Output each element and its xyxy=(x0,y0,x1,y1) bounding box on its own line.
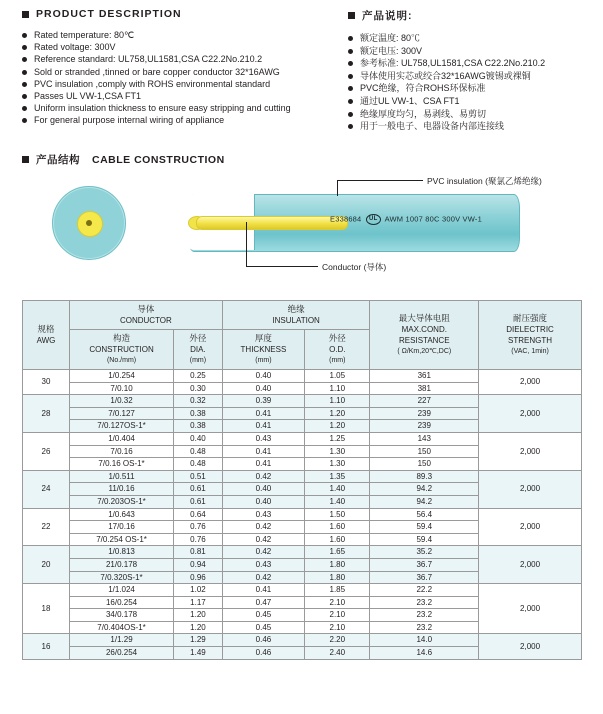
header-awg: 规格 AWG xyxy=(23,301,70,370)
cell-construction: 7/0.254 OS-1* xyxy=(70,533,174,546)
cell-insulation-od: 1.60 xyxy=(305,521,370,534)
cell-insulation-thickness: 0.45 xyxy=(222,621,304,634)
cell-construction: 7/0.127OS-1* xyxy=(70,420,174,433)
cell-insulation-od: 2.10 xyxy=(305,596,370,609)
cell-conductor-dia: 1.20 xyxy=(174,621,223,634)
cell-resistance: 89.3 xyxy=(370,470,479,483)
cell-awg: 30 xyxy=(23,370,70,395)
specification-table xyxy=(22,300,582,660)
cell-construction: 7/0.127 xyxy=(70,407,174,420)
header-construction: 构造 CONSTRUCTION (No./mm) xyxy=(70,330,174,370)
cell-insulation-thickness: 0.46 xyxy=(222,647,304,660)
cell-insulation-thickness: 0.43 xyxy=(222,508,304,521)
cell-conductor-dia: 0.76 xyxy=(174,533,223,546)
cell-insulation-thickness: 0.42 xyxy=(222,521,304,534)
cell-resistance: 150 xyxy=(370,458,479,471)
cell-construction: 1/0.511 xyxy=(70,470,174,483)
cell-construction: 26/0.254 xyxy=(70,647,174,660)
cell-construction: 16/0.254 xyxy=(70,596,174,609)
cell-conductor-dia: 1.29 xyxy=(174,634,223,647)
description-item: PVC绝缘，符合ROHS环保标准 xyxy=(348,82,598,95)
cell-dielectric: 2,000 xyxy=(479,584,582,634)
cell-conductor-dia: 0.48 xyxy=(174,458,223,471)
cell-insulation-thickness: 0.40 xyxy=(222,370,304,383)
cell-insulation-thickness: 0.41 xyxy=(222,420,304,433)
description-item: PVC insulation ,comply with ROHS environmental standard xyxy=(22,78,322,90)
conductor-leader-vertical xyxy=(246,222,247,266)
cell-dielectric: 2,000 xyxy=(479,395,582,433)
description-item: Rated temperature: 80℃ xyxy=(22,29,322,41)
table-row xyxy=(23,508,582,521)
cell-conductor-dia: 0.51 xyxy=(174,470,223,483)
description-item: Uniform insulation thickness to ensure easy stripping and cutting xyxy=(22,102,322,114)
cell-insulation-thickness: 0.41 xyxy=(222,445,304,458)
cell-resistance: 150 xyxy=(370,445,479,458)
cell-insulation-thickness: 0.42 xyxy=(222,546,304,559)
cell-insulation-od: 2.10 xyxy=(305,621,370,634)
header-resistance: 最大导体电阻 MAX.COND. RESISTANCE ( Ω/Km,20℃,DC) xyxy=(370,301,479,370)
cell-insulation-od: 2.40 xyxy=(305,647,370,660)
cell-insulation-thickness: 0.43 xyxy=(222,558,304,571)
header-insulation-thickness: 厚度 THICKNESS (mm) xyxy=(222,330,304,370)
cell-resistance: 59.4 xyxy=(370,533,479,546)
cell-conductor-dia: 0.40 xyxy=(174,432,223,445)
header-insulation-od: 外径 O.D. (mm) xyxy=(305,330,370,370)
cell-insulation-thickness: 0.41 xyxy=(222,584,304,597)
cell-conductor-dia: 0.25 xyxy=(174,370,223,383)
cell-construction: 7/0.404OS-1* xyxy=(70,621,174,634)
cell-conductor-dia: 0.96 xyxy=(174,571,223,584)
table-header-row-1 xyxy=(23,301,582,330)
cell-insulation-od: 1.30 xyxy=(305,458,370,471)
cell-insulation-thickness: 0.47 xyxy=(222,596,304,609)
description-item: Reference standard: UL758,UL1581,CSA C22.2No.210.2 xyxy=(22,53,322,65)
cell-conductor-dia: 0.61 xyxy=(174,495,223,508)
marking-prefix: E338684 xyxy=(330,214,362,224)
cell-construction: 21/0.178 xyxy=(70,558,174,571)
cell-construction: 17/0.16 xyxy=(70,521,174,534)
cell-insulation-thickness: 0.40 xyxy=(222,495,304,508)
cell-dielectric: 2,000 xyxy=(479,634,582,659)
cell-conductor-dia: 0.61 xyxy=(174,483,223,496)
cell-resistance: 14.0 xyxy=(370,634,479,647)
cell-insulation-thickness: 0.39 xyxy=(222,395,304,408)
table-row xyxy=(23,634,582,647)
product-description-title-en xyxy=(22,8,322,20)
cell-conductor-dia: 0.76 xyxy=(174,521,223,534)
cell-conductor-dia: 0.64 xyxy=(174,508,223,521)
cell-insulation-od: 1.25 xyxy=(305,432,370,445)
cell-awg: 18 xyxy=(23,584,70,634)
cell-dielectric: 2,000 xyxy=(479,546,582,584)
description-item: 参考标准: UL758,UL1581,CSA C22.2No.210.2 xyxy=(348,57,598,70)
conductor-leader-horizontal xyxy=(246,266,318,267)
cell-insulation-od: 2.10 xyxy=(305,609,370,622)
cell-dielectric: 2,000 xyxy=(479,508,582,546)
table-row xyxy=(23,432,582,445)
conductor-center-dot xyxy=(86,220,92,226)
title-text: PRODUCT DESCRIPTION xyxy=(36,8,182,20)
cell-insulation-od: 1.20 xyxy=(305,407,370,420)
cell-insulation-od: 1.40 xyxy=(305,483,370,496)
ul-logo-icon: UL xyxy=(366,214,381,225)
cell-insulation-od: 1.40 xyxy=(305,495,370,508)
description-item: 额定温度: 80℃ xyxy=(348,32,598,45)
cell-conductor-dia: 1.17 xyxy=(174,596,223,609)
description-item: 导体使用实芯或绞合32*16AWG镀锡或裸铜 xyxy=(348,70,598,83)
cell-insulation-od: 1.85 xyxy=(305,584,370,597)
cell-insulation-od: 1.10 xyxy=(305,382,370,395)
cell-construction: 1/0.404 xyxy=(70,432,174,445)
cell-resistance: 94.2 xyxy=(370,483,479,496)
cell-insulation-thickness: 0.42 xyxy=(222,533,304,546)
cell-construction: 7/0.203OS-1* xyxy=(70,495,174,508)
construction-title-cn: 产品结构 xyxy=(36,154,80,166)
cell-resistance: 239 xyxy=(370,407,479,420)
description-list-en xyxy=(22,29,322,127)
table-row xyxy=(23,470,582,483)
cell-conductor-dia: 1.20 xyxy=(174,609,223,622)
cell-insulation-thickness: 0.40 xyxy=(222,382,304,395)
cell-insulation-od: 1.05 xyxy=(305,370,370,383)
description-item: Sold or stranded ,tinned or bare copper conductor 32*16AWG xyxy=(22,66,322,78)
cell-construction: 34/0.178 xyxy=(70,609,174,622)
cell-insulation-thickness: 0.42 xyxy=(222,470,304,483)
description-item: Rated voltage: 300V xyxy=(22,41,322,53)
cell-awg: 26 xyxy=(23,432,70,470)
cell-resistance: 35.2 xyxy=(370,546,479,559)
cable-surface-marking xyxy=(330,214,482,225)
header-group-conductor: 导体 CONDUCTOR xyxy=(70,301,223,330)
cell-insulation-od: 1.20 xyxy=(305,420,370,433)
cell-construction: 7/0.16 OS-1* xyxy=(70,458,174,471)
cell-resistance: 23.2 xyxy=(370,596,479,609)
cell-insulation-od: 1.10 xyxy=(305,395,370,408)
header-group-insulation: 绝缘 INSULATION xyxy=(222,301,370,330)
cell-dielectric: 2,000 xyxy=(479,432,582,470)
description-list-cn xyxy=(348,32,598,133)
table-header xyxy=(23,301,582,370)
cell-awg: 24 xyxy=(23,470,70,508)
cell-construction: 7/0.320S-1* xyxy=(70,571,174,584)
cell-resistance: 23.2 xyxy=(370,609,479,622)
cell-resistance: 381 xyxy=(370,382,479,395)
cross-section-illustration xyxy=(52,186,126,260)
cell-dielectric: 2,000 xyxy=(479,370,582,395)
description-item: 用于一般电子、电器设备内部连接线 xyxy=(348,120,598,133)
cell-resistance: 56.4 xyxy=(370,508,479,521)
square-bullet-icon xyxy=(22,11,29,18)
description-item: Passes UL VW-1,CSA FT1 xyxy=(22,90,322,102)
product-description-title-cn xyxy=(348,8,598,23)
cell-conductor-dia: 0.32 xyxy=(174,395,223,408)
cell-resistance: 14.6 xyxy=(370,647,479,660)
construction-title-en: CABLE CONSTRUCTION xyxy=(92,153,225,166)
cell-resistance: 361 xyxy=(370,370,479,383)
table-row xyxy=(23,395,582,408)
cell-conductor-dia: 0.81 xyxy=(174,546,223,559)
cable-construction-title xyxy=(22,152,225,167)
cell-insulation-thickness: 0.40 xyxy=(222,483,304,496)
cell-insulation-od: 1.80 xyxy=(305,571,370,584)
cell-construction: 1/0.32 xyxy=(70,395,174,408)
cell-conductor-dia: 1.02 xyxy=(174,584,223,597)
description-item: 通过UL VW-1、CSA FT1 xyxy=(348,95,598,108)
header-conductor-dia: 外径 DIA. (mm) xyxy=(174,330,223,370)
description-column-chinese xyxy=(348,8,598,133)
insulation-leader-horizontal xyxy=(337,180,423,181)
cell-conductor-dia: 0.30 xyxy=(174,382,223,395)
cell-construction: 1/1.29 xyxy=(70,634,174,647)
cell-construction: 1/0.813 xyxy=(70,546,174,559)
cell-insulation-thickness: 0.43 xyxy=(222,432,304,445)
description-item: 绝缘厚度均匀，易剥线、易剪切 xyxy=(348,108,598,121)
cell-construction: 1/0.254 xyxy=(70,370,174,383)
cell-construction: 1/1.024 xyxy=(70,584,174,597)
conductor-strand-shape xyxy=(196,216,348,230)
description-item: For general purpose internal wiring of appliance xyxy=(22,114,322,126)
cell-conductor-dia: 0.48 xyxy=(174,445,223,458)
cell-awg: 28 xyxy=(23,395,70,433)
table-row xyxy=(23,546,582,559)
cell-insulation-od: 1.30 xyxy=(305,445,370,458)
description-column-english xyxy=(22,8,322,127)
table-body xyxy=(23,370,582,660)
cell-construction: 1/0.643 xyxy=(70,508,174,521)
conductor-label: Conductor (导体) xyxy=(322,262,387,272)
cell-resistance: 36.7 xyxy=(370,571,479,584)
insulation-label: PVC insulation (聚氯乙烯绝缘) xyxy=(427,176,542,186)
description-item: 额定电压: 300V xyxy=(348,45,598,58)
cell-construction: 7/0.16 xyxy=(70,445,174,458)
cell-construction: 7/0.10 xyxy=(70,382,174,395)
header-dielectric: 耐压强度 DIELECTRIC STRENGTH (VAC, 1min) xyxy=(479,301,582,370)
cable-diagram xyxy=(0,172,603,290)
cell-insulation-thickness: 0.42 xyxy=(222,571,304,584)
cell-awg: 16 xyxy=(23,634,70,659)
cell-resistance: 22.2 xyxy=(370,584,479,597)
marking-suffix: AWM 1007 80C 300V VW-1 xyxy=(384,214,482,224)
cell-conductor-dia: 0.38 xyxy=(174,407,223,420)
cell-resistance: 36.7 xyxy=(370,558,479,571)
table-row xyxy=(23,584,582,597)
cell-insulation-od: 1.80 xyxy=(305,558,370,571)
cell-conductor-dia: 0.94 xyxy=(174,558,223,571)
cell-resistance: 227 xyxy=(370,395,479,408)
square-bullet-icon xyxy=(348,12,355,19)
cell-resistance: 23.2 xyxy=(370,621,479,634)
title-text: 产品说明: xyxy=(362,10,413,22)
cell-insulation-od: 1.50 xyxy=(305,508,370,521)
table-row xyxy=(23,370,582,383)
cell-insulation-thickness: 0.46 xyxy=(222,634,304,647)
cell-insulation-thickness: 0.45 xyxy=(222,609,304,622)
cell-resistance: 143 xyxy=(370,432,479,445)
cell-insulation-thickness: 0.41 xyxy=(222,458,304,471)
cell-conductor-dia: 1.49 xyxy=(174,647,223,660)
cell-construction: 11/0.16 xyxy=(70,483,174,496)
square-bullet-icon xyxy=(22,156,29,163)
cell-dielectric: 2,000 xyxy=(479,470,582,508)
cell-insulation-od: 1.35 xyxy=(305,470,370,483)
insulation-leader-vertical xyxy=(337,180,338,196)
cell-insulation-od: 1.60 xyxy=(305,533,370,546)
cell-resistance: 239 xyxy=(370,420,479,433)
cell-insulation-od: 2.20 xyxy=(305,634,370,647)
cell-resistance: 94.2 xyxy=(370,495,479,508)
cell-insulation-od: 1.65 xyxy=(305,546,370,559)
cell-resistance: 59.4 xyxy=(370,521,479,534)
cell-awg: 22 xyxy=(23,508,70,546)
cell-insulation-thickness: 0.41 xyxy=(222,407,304,420)
cell-conductor-dia: 0.38 xyxy=(174,420,223,433)
cell-awg: 20 xyxy=(23,546,70,584)
